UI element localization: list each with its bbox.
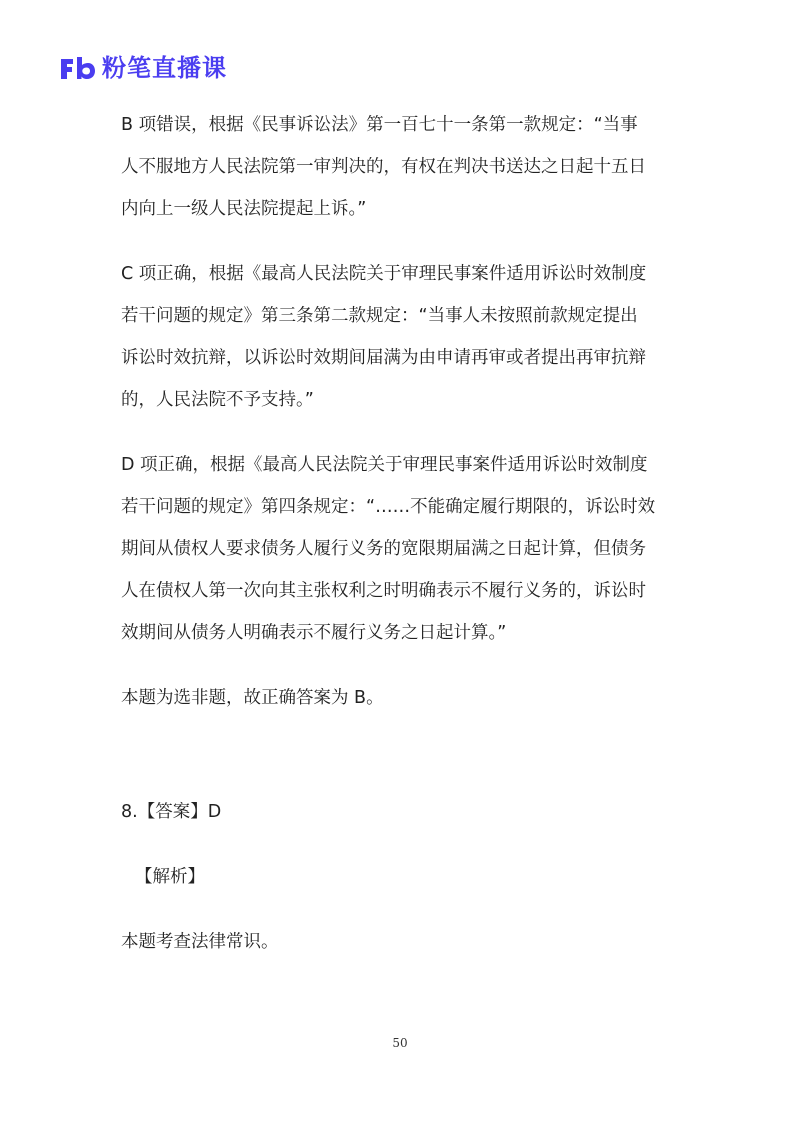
- text-line: 的，人民法院不予支持。”: [121, 390, 314, 410]
- text-line: 诉讼时效抗辩，以诉讼时效期间届满为由申请再审或者提出再审抗辩: [121, 348, 646, 368]
- paragraph-option-d: [121, 444, 681, 654]
- conclusion-text: 本题为选非题，故正确答案为 B。: [121, 688, 384, 708]
- analysis-heading: 【解析】: [135, 867, 205, 887]
- text-line: D 项正确，根据《最高人民法院关于审理民事案件适用诉讼时效制度: [121, 455, 648, 475]
- text-line: 内向上一级人民法院提起上诉。”: [121, 199, 367, 219]
- text-line: 人不服地方人民法院第一审判决的，有权在判决书送达之日起十五日: [121, 157, 646, 177]
- fb-logo-icon: [58, 55, 96, 81]
- topic-text: 本题考查法律常识。: [121, 932, 279, 952]
- text-line: 若干问题的规定》第四条规定：“……不能确定履行期限的，诉讼时效: [121, 497, 656, 517]
- answer-heading: 8.【答案】D: [121, 802, 222, 822]
- text-line: 若干问题的规定》第三条第二款规定：“当事人未按照前款规定提出: [121, 306, 638, 326]
- logo-text: 粉笔直播课: [102, 54, 227, 82]
- text-line: C 项正确，根据《最高人民法院关于审理民事案件适用诉讼时效制度: [121, 264, 647, 284]
- text-line: B 项错误，根据《民事诉讼法》第一百七十一条第一款规定：“当事: [121, 115, 638, 135]
- page-number: 50: [392, 1036, 408, 1050]
- text-line: 人在债权人第一次向其主张权利之时明确表示不履行义务的，诉讼时: [121, 581, 646, 601]
- document-body: [121, 104, 681, 963]
- text-line: 期间从债权人要求债务人履行义务的宽限期届满之日起计算，但债务: [121, 539, 646, 559]
- paragraph-option-c: [121, 253, 681, 421]
- text-line: 效期间从债务人明确表示不履行义务之日起计算。”: [121, 623, 507, 643]
- paragraph-option-b: [121, 104, 681, 230]
- header: [58, 52, 227, 84]
